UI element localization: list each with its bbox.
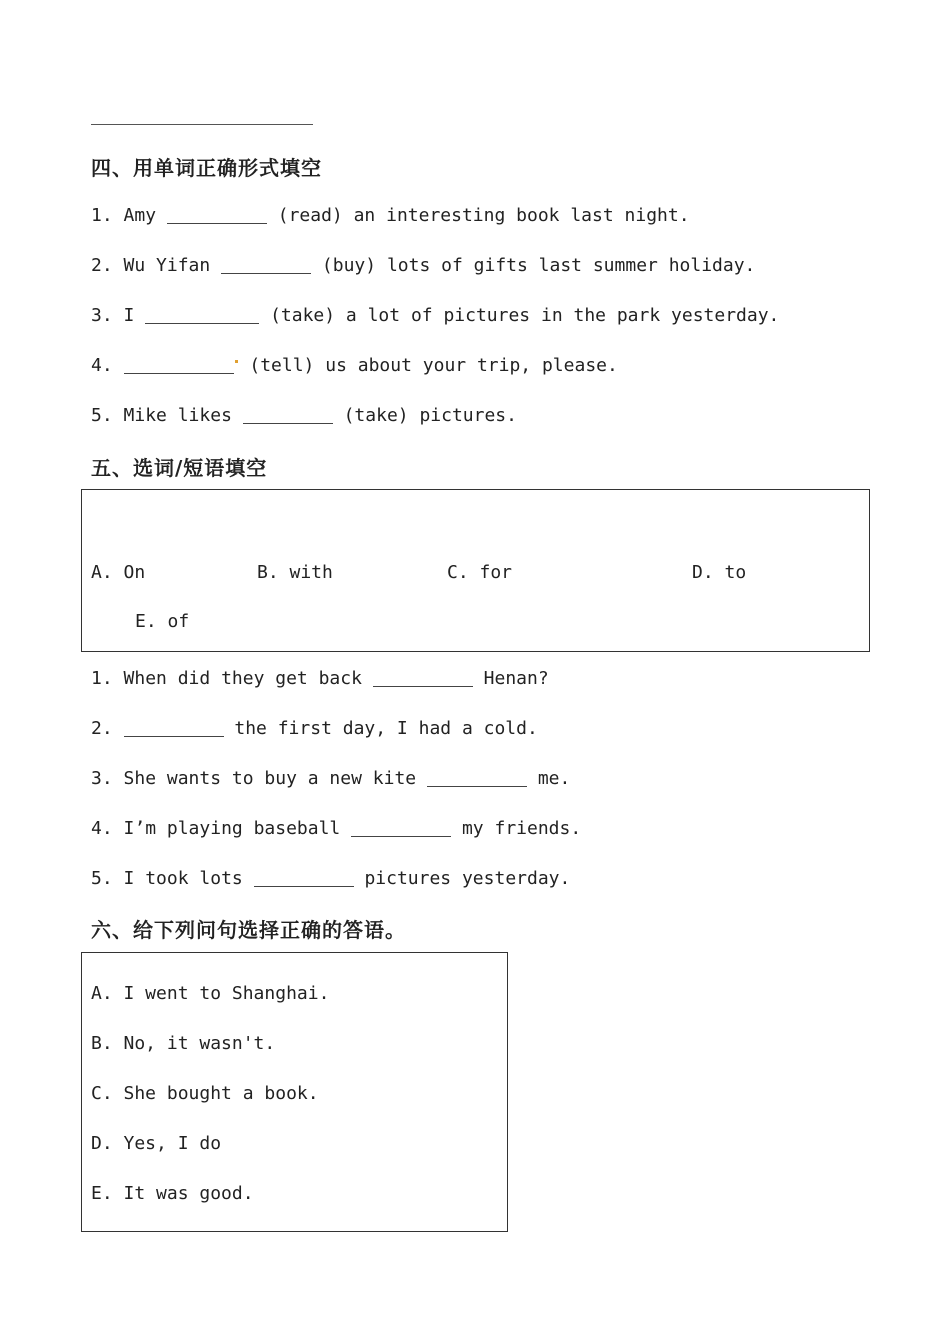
answer-option-b: B. No, it wasn't. <box>91 1033 276 1054</box>
word-option-b: B. with <box>257 562 333 583</box>
s4-item-2: 2. Wu Yifan (buy) lots of gifts last summer holiday. <box>91 255 756 276</box>
answer-blank[interactable] <box>145 305 259 324</box>
s4-item-1: 1. Amy (read) an interesting book last night. <box>91 205 690 226</box>
word-option-d: D. to <box>692 562 747 583</box>
answer-blank[interactable] <box>221 255 311 274</box>
s5-item-2: 2. the first day, I had a cold. <box>91 718 538 739</box>
section5-title: 五、选词/短语填空 <box>91 456 268 480</box>
section6-title: 六、给下列问句选择正确的答语。 <box>91 918 406 942</box>
word-option-a: A. On <box>91 562 146 583</box>
answer-option-e: E. It was good. <box>91 1183 254 1204</box>
answer-blank[interactable] <box>254 868 354 887</box>
top-rule <box>91 124 313 125</box>
s4-item-4: 4. (tell) us about your trip, please. <box>91 355 618 376</box>
answer-option-a: A. I went to Shanghai. <box>91 983 330 1004</box>
word-option-c: C. for <box>447 562 513 583</box>
answer-choices-box <box>81 952 508 1232</box>
answer-option-d: D. Yes, I do <box>91 1133 222 1154</box>
s5-item-3: 3. She wants to buy a new kite me. <box>91 768 571 789</box>
edit-mark <box>235 360 238 363</box>
answer-blank[interactable] <box>124 718 224 737</box>
s4-item-5: 5. Mike likes (take) pictures. <box>91 405 517 426</box>
answer-blank[interactable] <box>351 818 451 837</box>
s5-item-5: 5. I took lots pictures yesterday. <box>91 868 571 889</box>
answer-blank[interactable] <box>243 405 333 424</box>
s4-item-3: 3. I (take) a lot of pictures in the park yesterday. <box>91 305 780 326</box>
word-option-e: E. of <box>135 611 190 632</box>
s5-item-1: 1. When did they get back Henan? <box>91 668 549 689</box>
section4-title: 四、用单词正确形式填空 <box>91 156 322 180</box>
s5-item-4: 4. I’m playing baseball my friends. <box>91 818 582 839</box>
word-bank-box <box>81 489 870 652</box>
answer-option-c: C. She bought a book. <box>91 1083 319 1104</box>
answer-blank[interactable] <box>373 668 473 687</box>
answer-blank[interactable] <box>124 355 234 374</box>
answer-blank[interactable] <box>427 768 527 787</box>
answer-blank[interactable] <box>167 205 267 224</box>
